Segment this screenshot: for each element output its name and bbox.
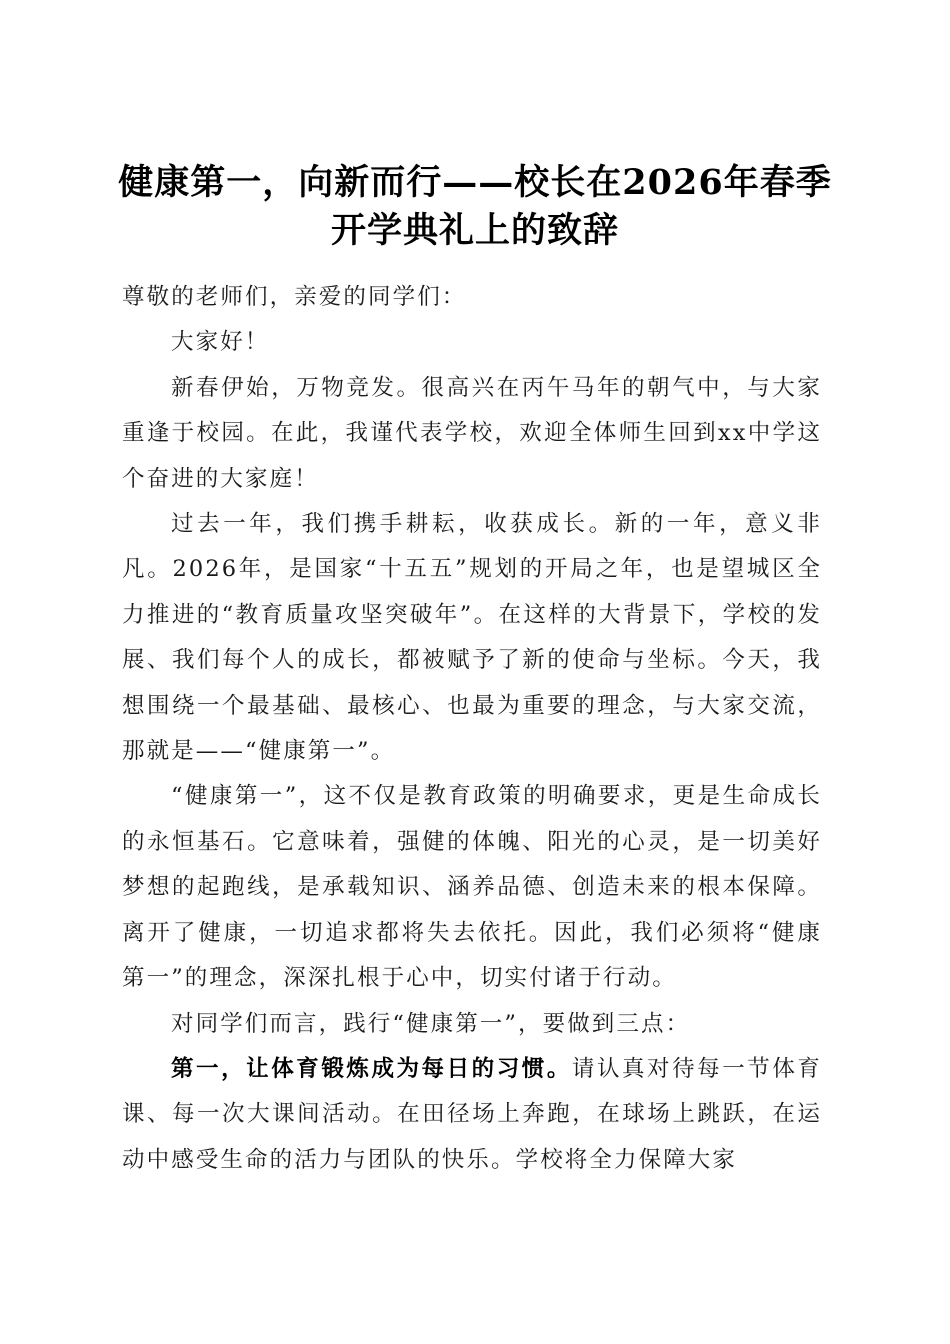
salutation: 尊敬的老师们，亲爱的同学们： — [122, 284, 467, 310]
paragraph-4: 对同学们而言，践行“健康第一”，要做到三点： — [171, 1010, 691, 1037]
point-1-heading: 第一，让体育锻炼成为每日的习惯。 — [171, 1055, 572, 1082]
title-line-2: 开学典礼上的致辞 — [330, 210, 619, 252]
document-title — [90, 159, 860, 255]
title-line-1: 健康第一，向新而行——校长在2026年春季 — [118, 162, 832, 204]
paragraph-3: “健康第一”，这不仅是教育政策的明确要求，更是生命成长的永恒基石。它意味着，强健的体魄、阳光的心灵，是一切美好梦想的起跑线，是承载知识、涵养品德、创造未来的根本保障。离开了健康，一切追求都将失去依托。因此，我们必须将“健康第一”的理念，深深扎根于心中，切实付诸于行动。 — [122, 783, 822, 992]
paragraph-5 — [122, 1047, 822, 1183]
paragraph-2: 过去一年，我们携手耕耘，收获成长。新的一年，意义非凡。2026年，是国家“十五五”规划的开局之年，也是望城区全力推进的“教育质量攻坚突破年”。在这样的大背景下，学校的发展、我们每个人的成长，都被赋予了新的使命与坐标。今天，我想围绕一个最基础、最核心、也最为重要的理念，与大家交流，那就是——“健康第一”。 — [122, 511, 822, 765]
greeting: 大家好！ — [171, 329, 270, 356]
paragraph-1: 新春伊始，万物竞发。很高兴在丙午马年的朝气中，与大家重逢于校园。在此，我谨代表学校，欢迎全体师生回到xx中学这个奋进的大家庭！ — [122, 374, 822, 492]
point-1-body: 请认真对待每一节体育课、每一次大课间活动。在田径场上奔跑，在球场上跳跃，在运动中感受生命的活力与团队的快乐。学校将全力保障大家 — [122, 1055, 822, 1173]
document-body — [122, 275, 822, 1183]
